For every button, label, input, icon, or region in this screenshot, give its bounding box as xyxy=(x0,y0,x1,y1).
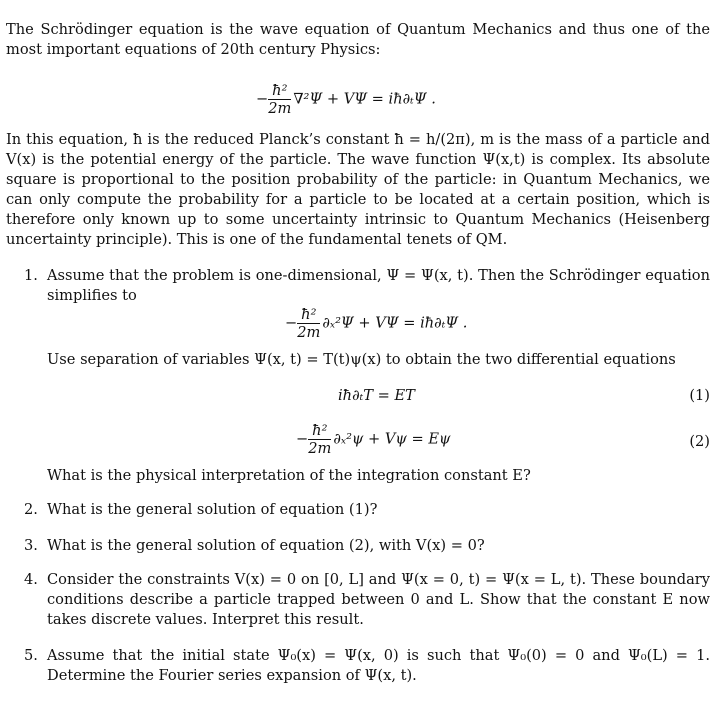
fraction-numerator: ħ² xyxy=(268,82,291,100)
item-text: What is the general solution of equation (1)? xyxy=(47,501,378,518)
one-dimensional-equation xyxy=(285,306,467,341)
fraction-numerator: ħ² xyxy=(297,306,320,324)
minus-sign: − xyxy=(285,314,298,332)
separation-text: Use separation of variables Ψ(x, t) = T(t)ψ(x) to obtain the two differential equations xyxy=(47,351,676,368)
fraction-denominator: 2m xyxy=(268,100,292,117)
equation-rest: ∂ₓ²ψ + Vψ = Eψ xyxy=(333,430,451,448)
item-number: 5. xyxy=(24,647,38,664)
list-item-1 xyxy=(24,266,710,306)
item-text: Assume that the initial state Ψ₀(x) = Ψ(x, 0) is such that Ψ₀(0) = 0 and Ψ₀(L) = 1. Determine the Fourier series expansion of Ψ(x, t). xyxy=(47,647,710,684)
item-text: What is the general solution of equation (2), with V(x) = 0? xyxy=(47,537,485,554)
equation-1-label: (1) xyxy=(689,387,710,404)
equation-2-label: (2) xyxy=(689,433,710,450)
fraction xyxy=(268,82,291,117)
fraction-denominator: 2m xyxy=(297,324,321,341)
equation-1: iħ∂ₜT = ET xyxy=(338,387,415,404)
minus-sign: − xyxy=(256,90,269,108)
interpretation-question: What is the physical interpretation of the integration constant E? xyxy=(47,467,531,484)
fraction xyxy=(297,306,320,341)
fraction-numerator: ħ² xyxy=(308,422,331,440)
intro-paragraph: The Schrödinger equation is the wave equation of Quantum Mechanics and thus one of the most important equations of 20th century Physics: xyxy=(6,21,710,58)
list-item-5 xyxy=(24,646,710,686)
minus-sign: − xyxy=(296,430,309,448)
fraction-denominator: 2m xyxy=(308,440,332,457)
item-number: 2. xyxy=(24,501,38,518)
list-item-3 xyxy=(24,536,710,556)
item-text: Assume that the problem is one-dimensional, Ψ = Ψ(x, t). Then the Schrödinger equation simplifies to xyxy=(47,267,710,304)
item-number: 1. xyxy=(24,267,38,284)
item-number: 4. xyxy=(24,571,38,588)
explanation-paragraph: In this equation, ħ is the reduced Planck’s constant ħ = h/(2π), m is the mass of a particle and V(x) is the potential energy of the particle. The wave function Ψ(x,t) is complex. Its absolute square is proportional to the position probability of the particle: in Quantum Mechanics, we can only compute the probability for a particle to be located at a certain position, which is therefore only known up to some uncertainty intrinsic to Quantum Mechanics (Heisenberg uncertainty principle). This is one of the fundamental tenets of QM. xyxy=(6,131,710,248)
fraction xyxy=(308,422,331,457)
list-item-2 xyxy=(24,500,710,520)
list-item-4 xyxy=(24,570,710,630)
equation-2 xyxy=(296,422,450,457)
item-number: 3. xyxy=(24,537,38,554)
equation-rest: ∂ₓ²Ψ + VΨ = iħ∂ₜΨ . xyxy=(322,314,468,332)
equation-rest: ∇²Ψ + VΨ = iħ∂ₜΨ . xyxy=(293,90,436,108)
schrodinger-equation xyxy=(256,82,436,117)
item-text: Consider the constraints V(x) = 0 on [0, L] and Ψ(x = 0, t) = Ψ(x = L, t). These boundary conditions describe a particle trapped between 0 and L. Show that the constant E now takes discrete values. Interpret this result. xyxy=(47,571,710,628)
